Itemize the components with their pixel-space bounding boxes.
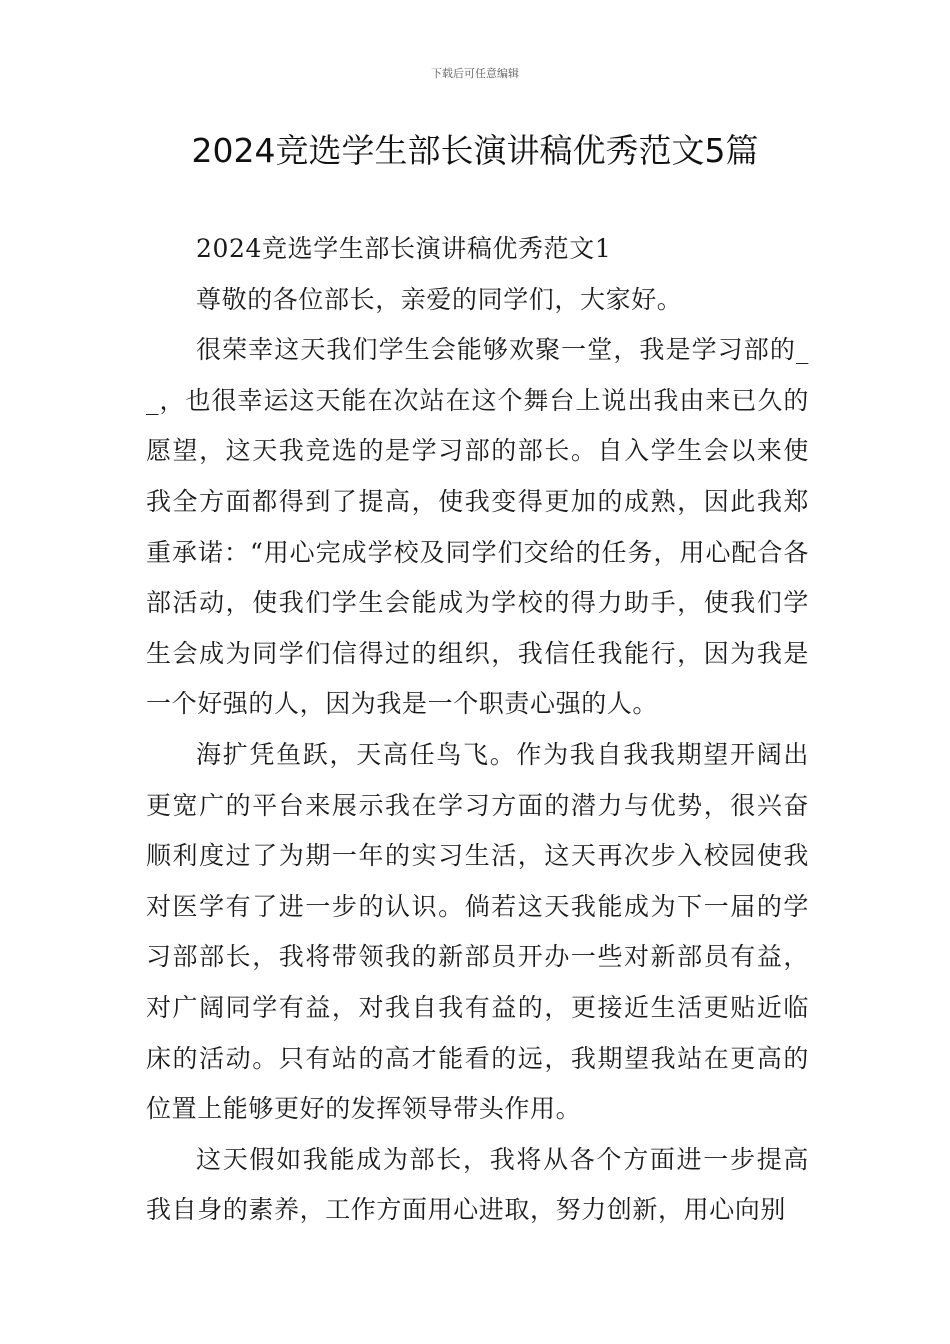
document-title: 2024竞选学生部长演讲稿优秀范文5篇 [191,131,759,170]
document-body [146,224,809,1236]
header-note: 下载后可任意编辑 [431,67,519,80]
body-paragraph: 海扩凭鱼跃，天高任鸟飞。作为我自我我期望开阔出更宽广的平台来展示我在学习方面的潜力与优势，很兴奋顺利度过了为期一年的实习生活，这天再次步入校园使我对医学有了进一步的认识。倘若这天我能成为下一届的学习部部长，我将带领我的新部员开办一些对新部员有益，对广阔同学有益，对我自我有益的，更接近生活更贴近临床的活动。只有站的高才能看的远，我期望我站在更高的位置上能够更好的发挥领导带头作用。 [146,739,809,1124]
body-paragraph: 很荣幸这天我们学生会能够欢聚一堂，我是学习部的__，也很幸运这天能在次站在这个舞台上说出我由来已久的愿望，这天我竞选的是学习部的部长。自入学生会以来使我全方面都得到了提高，使我变得更加的成熟，因此我郑重承诺：“用心完成学校及同学们交给的任务，用心配合各部活动，使我们学生会能成为学校的得力助手，使我们学生会成为同学们信得过的组织，我信任我能行，因为我是一个好强的人，因为我是一个职责心强的人。 [146,335,809,719]
section-heading: 2024竞选学生部长演讲稿优秀范文1 [196,234,612,263]
salutation-paragraph: 尊敬的各位部长，亲爱的同学们，大家好。 [196,284,683,314]
body-paragraph: 这天假如我能成为部长，我将从各个方面进一步提高我自身的素养，工作方面用心进取，努力创新，用心向别 [146,1144,809,1225]
